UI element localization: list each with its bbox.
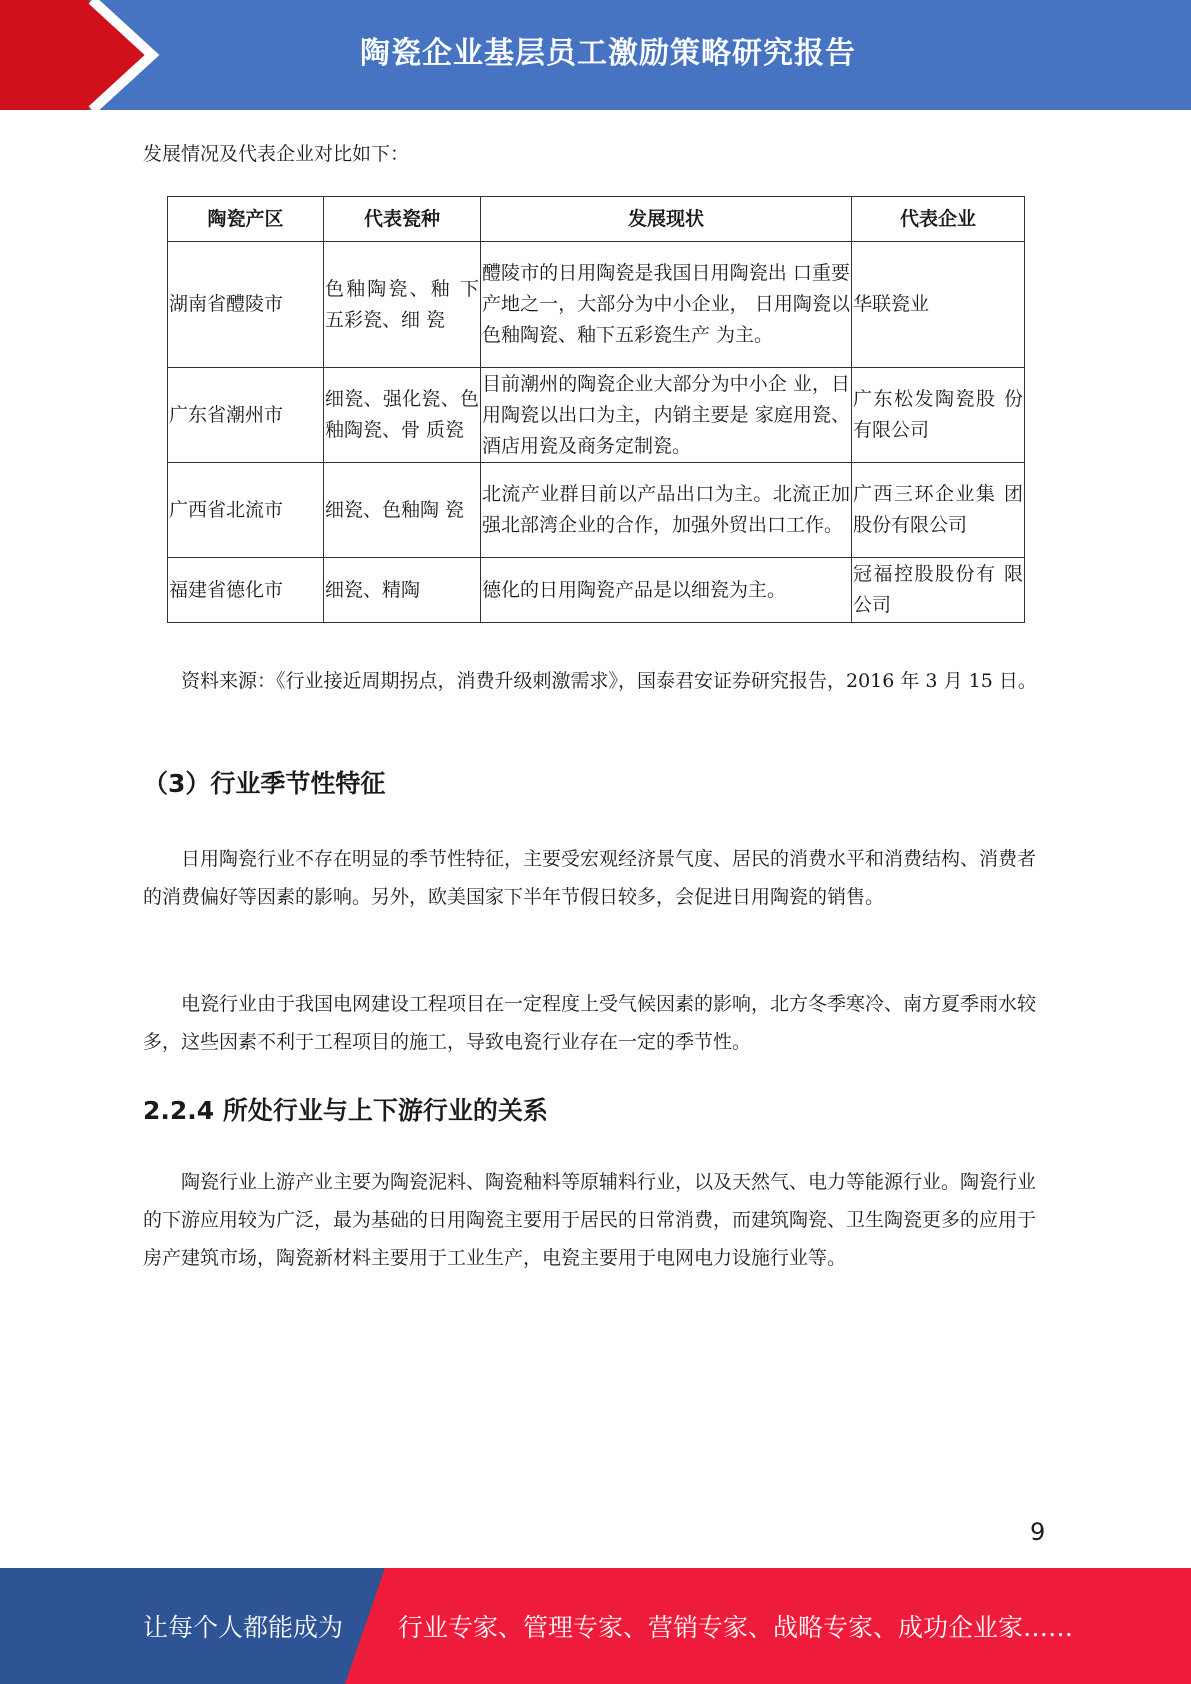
table-cell: 广东松发陶瓷股 份有限公司 (852, 368, 1025, 463)
table-row (168, 463, 1025, 558)
table-cell: 冠福控股股份有 限公司 (852, 558, 1025, 623)
table-cell: 色釉陶瓷、釉 下五彩瓷、细 瓷 (324, 242, 481, 368)
page-header (0, 0, 1191, 110)
table-cell: 醴陵市的日用陶瓷是我国日用陶瓷出 口重要产地之一，大部分为中小企业， 日用陶瓷以色釉陶瓷、釉下五彩瓷生产 为主。 (481, 242, 852, 368)
table-cell: 目前潮州的陶瓷企业大部分为中小企 业，日用陶瓷以出口为主，内销主要是 家庭用瓷、酒店用瓷及商务定制瓷。 (481, 368, 852, 463)
table-row (168, 368, 1025, 463)
table-cell: 广东省潮州市 (168, 368, 324, 463)
intro-text: 发展情况及代表企业对比如下： (143, 143, 410, 165)
page-number: 9 (1030, 1518, 1046, 1546)
header-cell-region: 陶瓷产区 (168, 197, 324, 242)
header-cell-company: 代表企业 (852, 197, 1025, 242)
header-cell-status: 发展现状 (481, 197, 852, 242)
table-cell: 德化的日用陶瓷产品是以细瓷为主。 (481, 558, 852, 623)
footer-slogan-right: 行业专家、管理专家、营销专家、战略专家、成功企业家…… (398, 1613, 1074, 1642)
table-cell: 细瓷、精陶 (324, 558, 481, 623)
table-cell: 广西省北流市 (168, 463, 324, 558)
paragraph-seasonality-1: 日用陶瓷行业不存在明显的季节性特征，主要受宏观经济景气度、居民的消费水平和消费结构、消费者的消费偏好等因素的影响。另外，欧美国家下半年节假日较多，会促进日用陶瓷的销售。 (143, 848, 1037, 908)
table-cell: 北流产业群目前以产品出口为主。北流正加强北部湾企业的合作，加强外贸出口工作。 (481, 463, 852, 558)
paragraph-seasonality-2: 电瓷行业由于我国电网建设工程项目在一定程度上受气候因素的影响，北方冬季寒冷、南方夏季雨水较多，这些因素不利于工程项目的施工，导致电瓷行业存在一定的季节性。 (143, 993, 1037, 1053)
table-row (168, 558, 1025, 623)
page-footer (0, 1568, 1191, 1684)
section-heading-seasonality: （3）行业季节性特征 (143, 769, 386, 798)
footer-slogan-left: 让每个人都能成为 (143, 1613, 344, 1642)
table-cell: 广西三环企业集 团股份有限公司 (852, 463, 1025, 558)
section-heading-industry-relations: 2.2.4 所处行业与上下游行业的关系 (143, 1096, 548, 1125)
table-header-row (168, 197, 1025, 242)
table-row (168, 242, 1025, 368)
table-cell: 湖南省醴陵市 (168, 242, 324, 368)
table-cell: 细瓷、色釉陶 瓷 (324, 463, 481, 558)
source-note: 资料来源：《行业接近周期拐点，消费升级刺激需求》，国泰君安证券研究报告，2016 年 3 月 15 日。 (181, 670, 1037, 692)
header-red-chevron (0, 0, 148, 110)
paragraph-industry-relations: 陶瓷行业上游产业主要为陶瓷泥料、陶瓷釉料等原辅料行业，以及天然气、电力等能源行业。陶瓷行业的下游应用较为广泛，最为基础的日用陶瓷主要用于居民的日常消费，而建筑陶瓷、卫生陶瓷更多的应用于房产建筑市场，陶瓷新材料主要用于工业生产，电瓷主要用于电网电力设施行业等。 (143, 1171, 1037, 1269)
header-title: 陶瓷企业基层员工激励策略研究报告 (360, 36, 856, 71)
table-cell: 福建省德化市 (168, 558, 324, 623)
header-cell-type: 代表瓷种 (324, 197, 481, 242)
table-cell: 华联瓷业 (852, 242, 1025, 368)
comparison-table (167, 196, 1025, 623)
table-cell: 细瓷、强化瓷、色釉陶瓷、骨 质瓷 (324, 368, 481, 463)
